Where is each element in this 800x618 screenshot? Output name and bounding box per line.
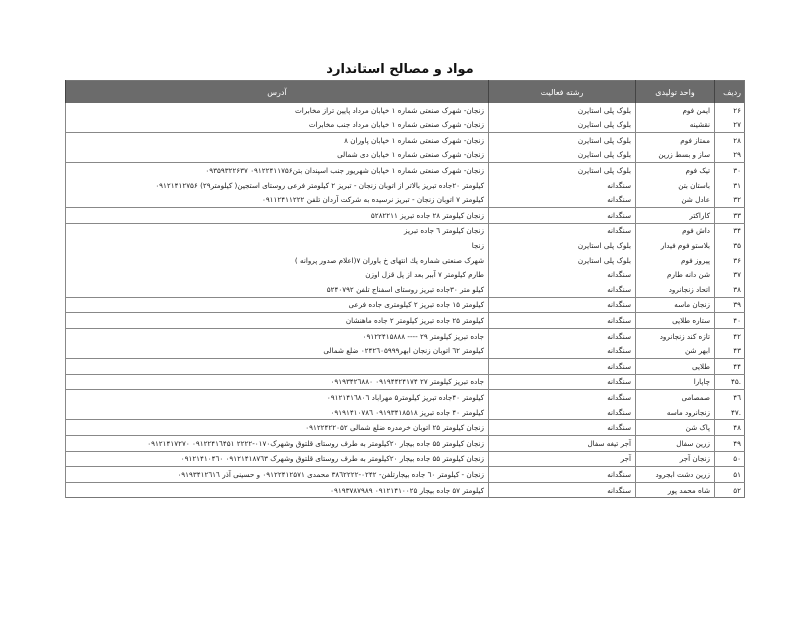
row-index: ۵۱: [715, 467, 745, 483]
table-row: [66, 482, 745, 498]
row-address: کیلومتر ۷ اتوبان زنجان - تبریز نرسیده به شرکت آردان تلفن ۰۹۱۱۲۴۱۱۲۲۲: [66, 193, 489, 208]
row-index: ۳۹: [715, 297, 745, 313]
row-unit: شن دانه طارم: [636, 268, 715, 283]
table-row: [66, 133, 745, 148]
row-address: کیلومتر ٦۲ اتوبان زنجان ابهر۰۲۴۲٦۰۵۹۹۹ ضلع شمالی: [66, 344, 489, 359]
row-index: ۴۰: [715, 313, 745, 329]
row-unit: زرین سفال: [636, 436, 715, 452]
row-address: زنجان- شهرک صنعتی شماره ۱ خیابان مرداد پایین تراز مخابرات: [66, 103, 489, 118]
row-address: کیلومتر ۲۵ جاده تبریز کیلومتر ۲ جاده ماهنشان: [66, 313, 489, 329]
header-unit: واحد تولیدی: [636, 81, 715, 104]
table-row: [66, 193, 745, 208]
row-index: .۴۵: [715, 374, 745, 390]
row-address: کیلومتر ۱۵ جاده تبریز ۲ کیلومتری جاده فرعی: [66, 297, 489, 313]
row-unit: زرین دشت ابجرود: [636, 467, 715, 483]
row-field: سنگدانه: [489, 178, 636, 193]
table-row: [66, 103, 745, 118]
row-address: زنجان- شهرک صنعتی شماره ۱ خیابان دی شمالی: [66, 148, 489, 163]
table-row: [66, 313, 745, 329]
row-unit: زنجانرود ماسه: [636, 405, 715, 420]
header-index: ردیف: [715, 81, 745, 104]
row-unit: پیروز فوم: [636, 253, 715, 268]
table-row: [66, 118, 745, 133]
row-field: بلوک پلی استایرن: [489, 253, 636, 268]
row-address: زنجا: [66, 238, 489, 253]
table-row: [66, 436, 745, 452]
row-field: سنگدانه: [489, 208, 636, 224]
row-unit: شاه محمد پور: [636, 482, 715, 498]
row-index: ۴۹: [715, 436, 745, 452]
row-index: ۳۲: [715, 193, 745, 208]
table-row: [66, 223, 745, 238]
row-field: سنگدانه: [489, 405, 636, 420]
row-index: .۴۷: [715, 405, 745, 420]
table-row: [66, 390, 745, 405]
row-unit: عادل شن: [636, 193, 715, 208]
row-field: سنگدانه: [489, 193, 636, 208]
table-row: [66, 163, 745, 178]
row-index: ۴۲: [715, 328, 745, 343]
row-unit: طلایی: [636, 359, 715, 375]
row-field: سنگدانه: [489, 374, 636, 390]
row-address: زنجان کیلومتر ۲۵ اتوبان خرمدره ضلع شمالی ۰۹۱۲۲۴۲۲۰۵۲: [66, 420, 489, 436]
header-field: رشته فعالیت: [489, 81, 636, 104]
row-unit: پاک شن: [636, 420, 715, 436]
row-address: زنجان کیلومتر ۵۵ جاده بیجار ۲۰کیلومتر به طرف روستای قلتوق وشهرک ۰۹۱۲۱۴۱۸۷٦۳ ۰۹۱۲۱۴۱۰۴٦۰: [66, 451, 489, 467]
row-field: بلوک پلی استایرن: [489, 148, 636, 163]
row-field: سنگدانه: [489, 313, 636, 329]
table-row: [66, 253, 745, 268]
row-address: کیلومتر ۵۷ جاده بیجار ۰۹۱۲۱۴۱۰۰۲۵ ۰۹۱۹۳۷۸۷۹۸۹: [66, 482, 489, 498]
row-field: بلوک پلی استایرن: [489, 103, 636, 118]
row-unit: بلاستو فوم فیدار: [636, 238, 715, 253]
row-field: آجر: [489, 451, 636, 467]
table-body: [66, 103, 745, 498]
table-row: [66, 268, 745, 283]
row-index: ۴۳: [715, 344, 745, 359]
row-address: جاده تبریز کیلومتر ۲۹ ---- ۰۹۱۲۲۴۱۵۸۸۸: [66, 328, 489, 343]
row-unit: چاپارا: [636, 374, 715, 390]
table-row: [66, 208, 745, 224]
row-index: ۲۸: [715, 133, 745, 148]
table-row: [66, 467, 745, 483]
document-title: مواد و مصالح استاندارد: [326, 62, 474, 77]
header-address: آدرس: [66, 81, 489, 104]
row-unit: صمصامی: [636, 390, 715, 405]
table-row: [66, 420, 745, 436]
table-row: [66, 328, 745, 343]
row-field: بلوک پلی استایرن: [489, 238, 636, 253]
row-index: ۳۰: [715, 163, 745, 178]
row-address: کیلومتر ۴۰ جاده تبریز ۰۹۱۹۳۴۱۸۵۱۸ ۰۹۱۹۱۴۱۰۷۸٦: [66, 405, 489, 420]
table-row: [66, 405, 745, 420]
row-field: بلوک پلی استایرن: [489, 118, 636, 133]
row-address: زنجان - کیلومتر ٦۰ جاده بیجارتلفن- ۰۲۴۲-۳۸٦۲۲۲۲ محمدی ۰۹۱۲۲۴۱۲۵۷۱ و حسینی آذر ۰۹۱۹۳۴۱۲٦۱٦: [66, 467, 489, 483]
row-unit: تیک فوم: [636, 163, 715, 178]
row-index: ۳۵: [715, 238, 745, 253]
row-address: جاده تبریز کیلومتر ۲۷ ۰۹۱۹۴۴۲۴۱۷۴ ۰۹۱۹۳۴۲٦۸۸۰: [66, 374, 489, 390]
row-address: طارم کیلومتر ۷ آببر بعد از پل قزل اوزن: [66, 268, 489, 283]
table-row: [66, 374, 745, 390]
row-field: سنگدانه: [489, 282, 636, 297]
row-unit: ممتاز فوم: [636, 133, 715, 148]
row-unit: زنجان آجر: [636, 451, 715, 467]
row-field: سنگدانه: [489, 390, 636, 405]
table-row: [66, 148, 745, 163]
row-address: زنجان- شهرک صنعتی شماره ۱ خیابان پاوران ۸: [66, 133, 489, 148]
row-address: زنجان کیلومتر ۲۸ جاده تبریز ۵۲۸۲۲۱۱: [66, 208, 489, 224]
row-index: ۲۶: [715, 103, 745, 118]
row-index: ۲۹: [715, 148, 745, 163]
row-field: سنگدانه: [489, 420, 636, 436]
table-row: [66, 297, 745, 313]
row-unit: تازه کند زنجانرود: [636, 328, 715, 343]
row-field: سنگدانه: [489, 297, 636, 313]
row-unit: ساز و بسط زرین: [636, 148, 715, 163]
row-unit: نقشینه: [636, 118, 715, 133]
row-address: کیلو متر ۳۰جاده تبریز روستای اسفناج تلفن ۵۲۴۰۷۹۲: [66, 282, 489, 297]
row-index: ۴۴: [715, 359, 745, 375]
table-header-row: [66, 81, 745, 104]
row-field: سنگدانه: [489, 482, 636, 498]
row-field: آجر تیغه سفال: [489, 436, 636, 452]
row-unit: ابهر شن: [636, 344, 715, 359]
row-unit: ایمن فوم: [636, 103, 715, 118]
row-address: شهرک صنعتی شماره یك انتهای خ باوران ۷(اعلام صدور پروانه ): [66, 253, 489, 268]
row-unit: داش فوم: [636, 223, 715, 238]
row-address: زنجان- شهرک صنعتی شماره ۱ خیابان شهریور جنب اسپندان بتن۰۹۱۲۲۴۱۱۷۵۶ ۰۹۳۵۹۳۲۲۶۳۷: [66, 163, 489, 178]
table-row: [66, 282, 745, 297]
row-field: سنگدانه: [489, 467, 636, 483]
table-row: [66, 451, 745, 467]
row-address: زنجان- شهرک صنعتی شماره ۱ خیابان مرداد جنب مخابرات: [66, 118, 489, 133]
row-index: ۴۸: [715, 420, 745, 436]
row-field: سنگدانه: [489, 344, 636, 359]
row-index: ۳۳: [715, 208, 745, 224]
row-index: ۵۰: [715, 451, 745, 467]
row-address: زنجان کیلومتر ٦ جاده تبریز: [66, 223, 489, 238]
row-address: [66, 359, 489, 375]
row-index: ۳۸: [715, 282, 745, 297]
table-row: [66, 178, 745, 193]
row-unit: زنجان ماسه: [636, 297, 715, 313]
row-index: ۳۷: [715, 268, 745, 283]
row-unit: اتحاد زنجانرود: [636, 282, 715, 297]
row-index: ۳۱: [715, 178, 745, 193]
row-index: ۴٦: [715, 390, 745, 405]
table-row: [66, 238, 745, 253]
row-field: سنگدانه: [489, 359, 636, 375]
row-field: بلوک پلی استایرن: [489, 163, 636, 178]
row-index: ۵۲: [715, 482, 745, 498]
table-row: [66, 359, 745, 375]
standard-materials-table: [65, 80, 745, 498]
row-unit: کاراکتر: [636, 208, 715, 224]
row-unit: باستان بتن: [636, 178, 715, 193]
row-field: بلوک پلی استایرن: [489, 133, 636, 148]
row-index: ۲۷: [715, 118, 745, 133]
row-field: سنگدانه: [489, 268, 636, 283]
row-field: سنگدانه: [489, 223, 636, 238]
row-address: کیلومتر ۴۰جاده تبریز کیلومتر۵ مهراباد ۰۹۱۲۱۴۱٦۸۰٦: [66, 390, 489, 405]
row-address: کیلومتر ۲۰جاده تبریز بالاتر از اتوبان زنجان - تبریز ۲ کیلومتر فرعی روستای استجین( کیلومتر۲۹) ۰۹۱۲۱۴۱۲۷۵۶: [66, 178, 489, 193]
row-unit: ستاره طلایی: [636, 313, 715, 329]
row-field: سنگدانه: [489, 328, 636, 343]
table-row: [66, 344, 745, 359]
row-address: زنجان کیلومتر ۵۵ جاده بیجار ۲۰کیلومتر به طرف روستای قلتوق وشهرک۰۱۷۰-۲۲۲۲ ۰۹۱۲۲۴۱٦۴۵۱ ۰۹۱۲۱۴۱۷۲۷۰: [66, 436, 489, 452]
row-index: ۳۴: [715, 223, 745, 238]
row-index: ۳۶: [715, 253, 745, 268]
